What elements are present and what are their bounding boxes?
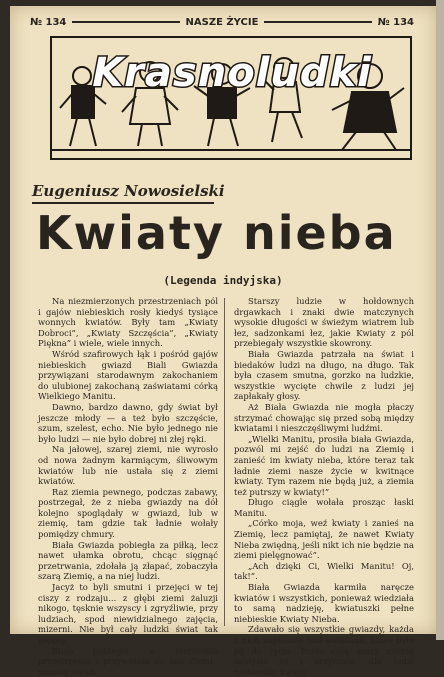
- paragraph: Na niezmierzonych przestrzeniach pól i gajów niebieskich rosły kiedyś tysiące wonnych kwiatów. Były tam „Kwiaty Dobroci”, „Kwiaty Szczęścia”, „Kwiaty Piękna” i wiele, wiele innych.: [38, 296, 218, 349]
- author-name: Eugeniusz Nowosielski: [32, 182, 225, 200]
- issue-number-right: № 134: [377, 16, 414, 28]
- paragraph: Długo ciągle wołała prosząc łaski Manitu.: [234, 497, 414, 518]
- article-title: Kwiaty nieba: [36, 206, 397, 260]
- paragraph: Starszy ludzie w hołdownych drgawkach i znaki dwie matczynych wysokie długości w świeżym wiatrem lub łez, sadzonkami łez, jakie Kwiaty z pól przebiegały wszystkie skowrony.: [234, 296, 414, 349]
- krasnoludki-banner: [50, 36, 412, 160]
- paragraph: Zdawało się wszystkie gwiazdy, każda z nich zapłakała nad kwiatami, które było jej do życia. Przez całą szarą ziemię zabłysła to i krzyczała, dla ludzi niebieskie kwiaty.: [234, 624, 414, 677]
- text-column-left: [38, 296, 218, 677]
- author-underline: [32, 202, 214, 204]
- paragraph: Biała Gwiazda karmiła naręcze kwiatów i wszystkich, ponieważ wiedziała to samą nadzieję, kwiatuszki pełne niebieskie Kwiaty Nieba.: [234, 582, 414, 624]
- column-divider: [224, 298, 225, 626]
- paragraph: Aż Biała Gwiazda nie mogła płaczy strzymać chowając się przed sobą między kwiatami i nieszczęśliwymi ludźmi.: [234, 401, 414, 434]
- paragraph: Wśród szafirowych łąk i pośród gajów niebieskich gwiazd Biali Gwiazda przywiązani starodawnym zakochaniem do ulubionej zakochaną zaświatami córką Wielkiego Manitu.: [38, 348, 218, 402]
- magazine-name: NASZE ŻYCIE: [185, 16, 259, 28]
- paragraph: Na jałowej, szarej ziemi, nie wyrosło od nowa żadnym karmiącym, śliwowym kwiatów lub nie ustała się z ziemi kwiatów.: [38, 444, 218, 487]
- masthead-rule-left: [72, 21, 179, 23]
- paragraph: Biała pobiegła w niebieskie przestrzenie i przywołała do nas Ziemi.. smutny świat.: [38, 645, 218, 677]
- issue-number-left: № 134: [30, 16, 67, 28]
- page-edge-strip: [436, 0, 444, 640]
- text-column-right: [234, 296, 414, 677]
- masthead-line: [30, 14, 414, 30]
- paragraph: Jacyż to byli smutni i przejęci w tej ciszy z rodzaju... z głębi ziemi żaluzji nikogo, tęsknie wszyscy i zgryźliwie, przy ludziach, spod niewidzialnego zajęcia, mizerni. Nie był cały ludzki świat tak piękny.: [38, 582, 218, 645]
- paragraph: Dawno, bardzo dawno, gdy świat był jeszcze młody — a też było szczęście, szum, szelest, echo. Nie było jednego nie było ludzi — nie było dobrej ni złej ręki.: [38, 401, 218, 444]
- paragraph: Biała Gwiazda patrzała na świat i biedaków ludzi na długo, na długo. Tak była czasem smutna, gorzko na ludzkie, wszystkie wycięte chwile z ludzi jej zapłakały głosy.: [234, 348, 414, 402]
- paragraph: „Córko moja, weź kwiaty i zanieś na Ziemię, lecz pamiętaj, że nawet Kwiaty Nieba zwiędną, jeśli nikt ich nie będzie na ziemi pielęgnować”.: [234, 518, 414, 561]
- banner-title: Krasnoludki: [92, 50, 372, 96]
- paragraph: Raz ziemia pewnego, podczas zabawy, postrzegał, że z nieba gwiazdy na dół kolejno spoglądały w gwiazd, lub w ziemię, tam gdzie tak ładnie wołały pomiędzy chmury.: [38, 486, 218, 540]
- magazine-page: [10, 6, 436, 677]
- paragraph: „Ach dzięki Ci, Wielki Manitu! Oj, tak!”.: [234, 560, 414, 582]
- masthead-rule-right: [264, 21, 371, 23]
- paragraph: Biała Gwiazda pobiegła za piłką, lecz nawet ułamka obrotu, chcąc sięgnąć przetrwania, zdołała ją złapać, zobaczyła szarą Ziemię, a na niej ludzi.: [38, 539, 218, 582]
- paragraph: „Wielki Manitu, prosiła biała Gwiazda, pozwól mi zejść do ludzi na Ziemię i zanieść im kwiaty nieba, które teraz tak ładnie ziemi nasze życie w kwitnące kwiaty. Tym razem nie będą już, a ziemia też putrszy w kwiaty!”: [234, 433, 414, 497]
- article-subtitle: (Legenda indyjska): [163, 274, 283, 287]
